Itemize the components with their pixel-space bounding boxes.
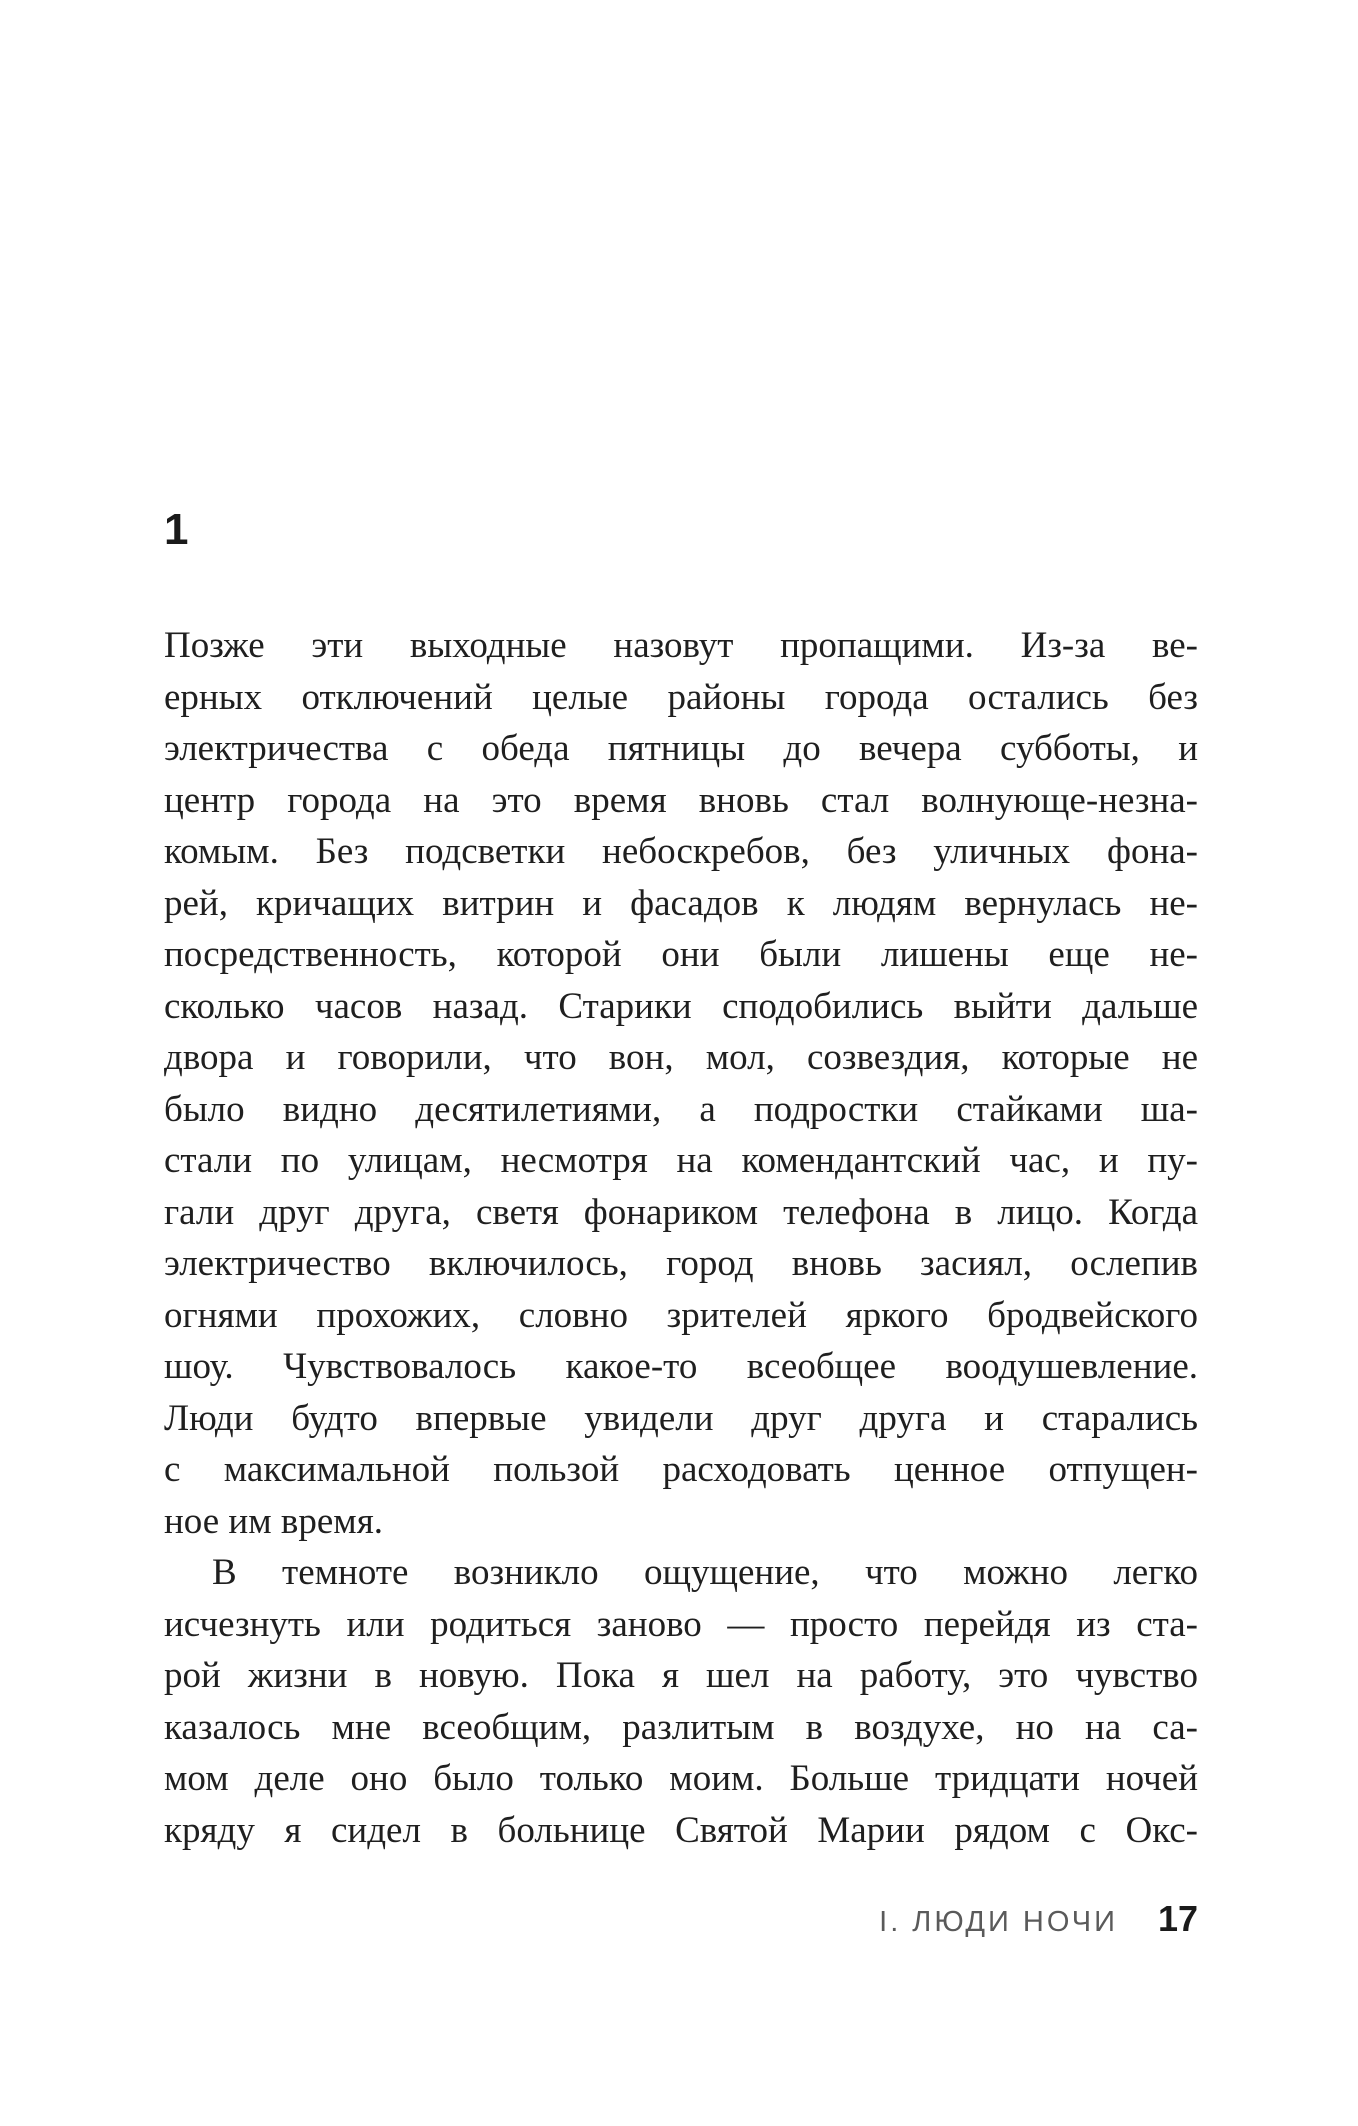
text-line: комым. Без подсветки небоскребов, без уличных фона- — [164, 831, 1198, 872]
text-line: ное им время. — [164, 1500, 383, 1542]
page-number: 17 — [1157, 1898, 1198, 1939]
text-line: с максимальной пользой расходовать ценное отпущен- — [164, 1449, 1198, 1490]
text-line: исчезнуть или родиться заново — просто перейдя из ста- — [164, 1603, 1198, 1645]
text-line: гали друг друга, светя фонариком телефона в лицо. Когда — [164, 1191, 1198, 1233]
text-line: посредственность, которой они были лишены еще не- — [164, 934, 1198, 975]
text-line: электричества с обеда пятницы до вечера субботы, и — [164, 728, 1198, 769]
text-line: ерных отключений целые районы города остались без — [164, 676, 1198, 718]
text-line: двора и говорили, что вон, мол, созвездия, которые не — [164, 1037, 1198, 1078]
text-line: было видно десятилетиями, а подростки стайками ша- — [164, 1088, 1198, 1130]
page-footer — [879, 1898, 1198, 1940]
body-text — [164, 620, 1198, 1856]
text-line: сколько часов назад. Старики сподобились выйти дальше — [164, 985, 1198, 1027]
chapter-number: 1 — [164, 505, 189, 554]
text-line: мом деле оно было только моим. Больше тридцати ночей — [164, 1758, 1198, 1799]
paragraph-1 — [164, 620, 1198, 1547]
text-line: Позже эти выходные назовут пропащими. Из-за ве- — [164, 625, 1198, 666]
text-line: кряду я сидел в больнице Святой Марии рядом с Окс- — [164, 1809, 1198, 1851]
text-line: рой жизни в новую. Пока я шел на работу, это чувство — [164, 1655, 1198, 1696]
text-line: шоу. Чувствовалось какое-то всеобщее воодушевление. — [164, 1346, 1198, 1387]
text-line: электричество включилось, город вновь засиял, ослепив — [164, 1243, 1198, 1284]
text-line: В темноте возникло ощущение, что можно легко — [212, 1552, 1198, 1593]
text-line: рей, кричащих витрин и фасадов к людям вернулась не- — [164, 882, 1198, 924]
text-line: огнями прохожих, словно зрителей яркого бродвейского — [164, 1294, 1198, 1336]
text-line: центр города на это время вновь стал волнующе-незна- — [164, 779, 1198, 821]
paragraph-2 — [164, 1547, 1198, 1856]
text-line: казалось мне всеобщим, разлитым в воздухе, но на са- — [164, 1706, 1198, 1748]
running-head: I. ЛЮДИ НОЧИ — [879, 1906, 1118, 1938]
text-line: стали по улицам, несмотря на комендантский час, и пу- — [164, 1140, 1198, 1181]
text-line: Люди будто впервые увидели друг друга и старались — [164, 1397, 1198, 1439]
